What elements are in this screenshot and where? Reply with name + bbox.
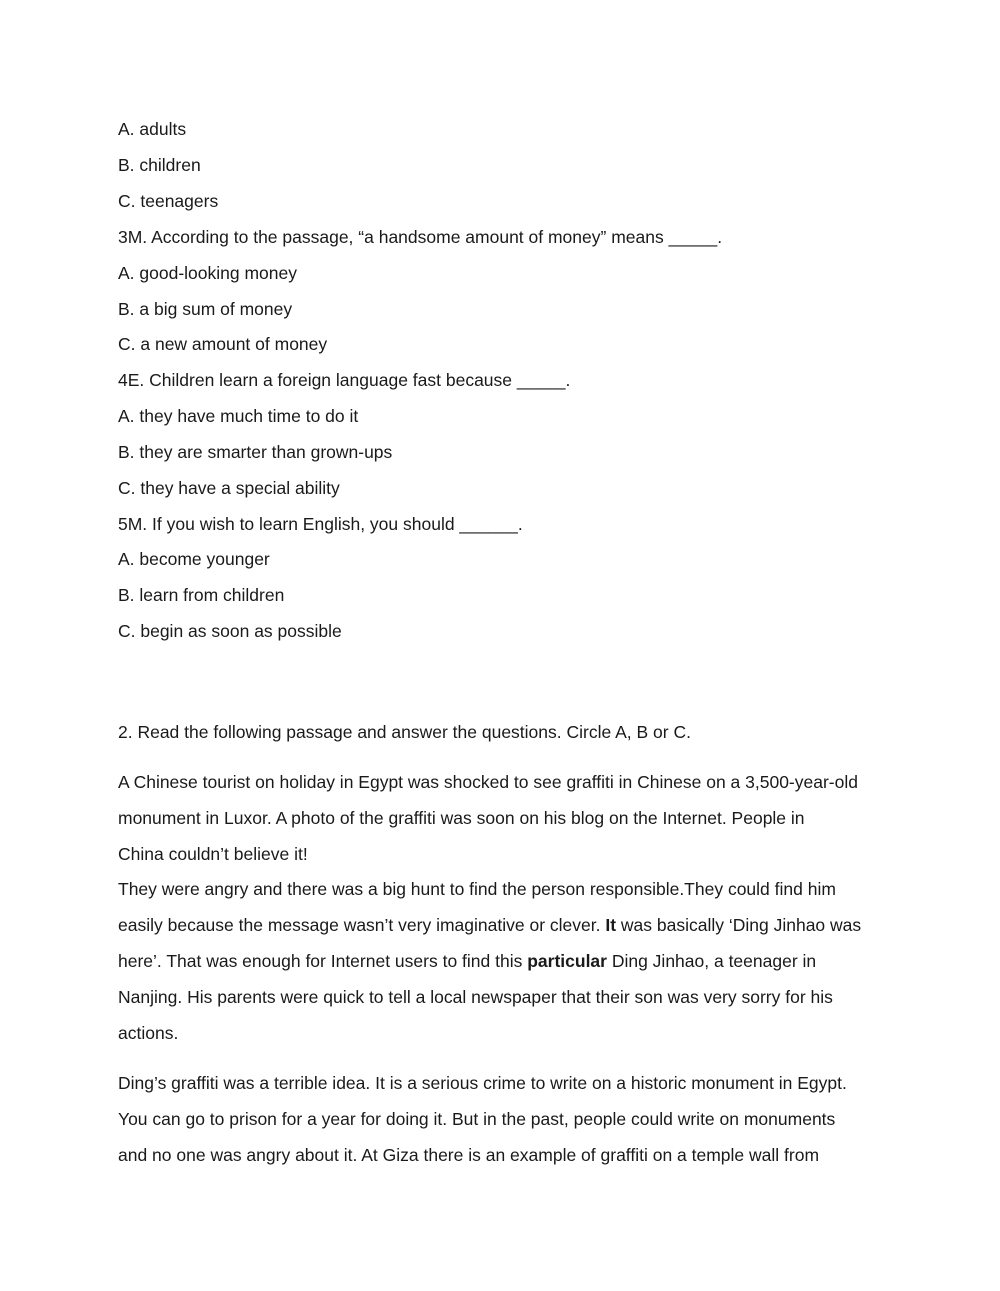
question-4: 4E. Children learn a foreign language fast because _____.: [118, 370, 571, 390]
option-c: C. teenagers: [118, 191, 219, 211]
paragraph-line: and no one was angry about it. At Giza there is an example of graffiti on a temple wall from: [118, 1145, 820, 1165]
paragraph-line: You can go to prison for a year for doing it. But in the past, people could write on monuments: [118, 1109, 836, 1129]
paragraph-line: A Chinese tourist on holiday in Egypt was shocked to see graffiti in Chinese on a 3,500-year-old: [118, 772, 858, 792]
text-segment: was basically ‘Ding Jinhao was: [616, 915, 862, 935]
section-2-instruction: 2. Read the following passage and answer the questions. Circle A, B or C.: [118, 722, 691, 742]
question-3: 3M. According to the passage, “a handsome amount of money” means _____.: [118, 227, 723, 247]
q4-option-c: C. they have a special ability: [118, 478, 340, 498]
paragraph-line: [118, 907, 888, 943]
passage-paragraph-2: [118, 871, 888, 1051]
paragraph-line: They were angry and there was a big hunt to find the person responsible.They could find him: [118, 879, 836, 899]
q5-option-a: A. become younger: [118, 549, 270, 569]
text-segment: Ding Jinhao, a teenager in: [606, 951, 817, 971]
q5-option-b: B. learn from children: [118, 585, 285, 605]
paragraph-line: Nanjing. His parents were quick to tell a local newspaper that their son was very sorry for his: [118, 987, 833, 1007]
option-a: A. adults: [118, 119, 187, 139]
q4-option-b: B. they are smarter than grown-ups: [118, 442, 393, 462]
question-5: 5M. If you wish to learn English, you should ______.: [118, 514, 523, 534]
paragraph-line: [118, 943, 888, 979]
passage-paragraph-3: [118, 1065, 888, 1173]
paragraph-line: Ding’s graffiti was a terrible idea. It is a serious crime to write on a historic monument in Egypt.: [118, 1073, 847, 1093]
q5-option-c: C. begin as soon as possible: [118, 621, 342, 641]
option-b: B. children: [118, 155, 201, 175]
q4-option-a: A. they have much time to do it: [118, 406, 359, 426]
paragraph-line: actions.: [118, 1023, 179, 1043]
bold-word-particular: particular: [527, 951, 607, 971]
q3-option-c: C. a new amount of money: [118, 334, 328, 354]
paragraph-line: monument in Luxor. A photo of the graffiti was soon on his blog on the Internet. People in: [118, 808, 805, 828]
paragraph-line: China couldn’t believe it!: [118, 844, 308, 864]
text-segment: here’. That was enough for Internet users to find this: [118, 951, 528, 971]
q3-option-b: B. a big sum of money: [118, 299, 293, 319]
q3-option-a: A. good-looking money: [118, 263, 297, 283]
text-segment: easily because the message wasn’t very imaginative or clever.: [118, 915, 606, 935]
bold-word-it: It: [605, 915, 617, 935]
passage-paragraph-1: [118, 764, 888, 872]
